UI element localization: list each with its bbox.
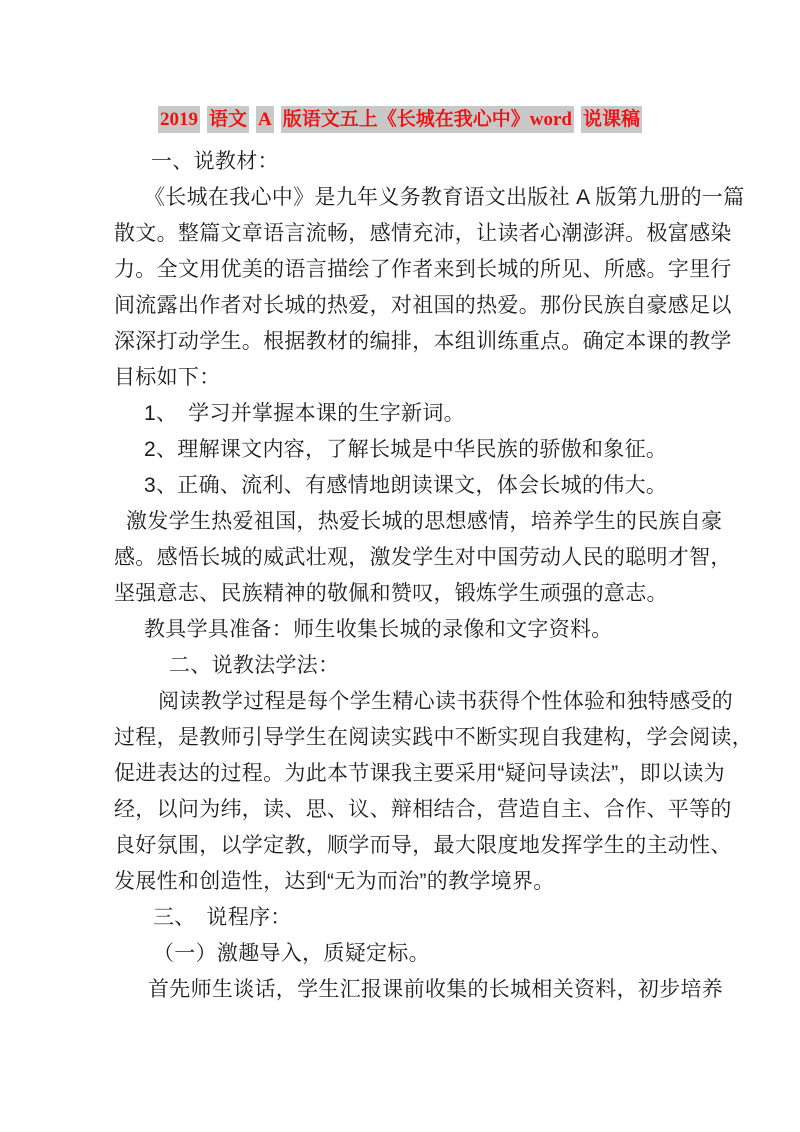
doc-line: 良好氛围，以学定教，顺学而导，最大限度地发挥学生的主动性、 xyxy=(114,834,732,857)
doc-line: 间流露出作者对长城的热爱，对祖国的热爱。那份民族自豪感足以 xyxy=(114,294,732,317)
title-segment: A xyxy=(256,106,274,133)
doc-line: 力。全文用优美的语言描绘了作者来到长城的所见、所感。字里行 xyxy=(114,258,732,281)
doc-line: 感。感悟长城的威武壮观，激发学生对中国劳动人民的聪明才智， xyxy=(114,546,732,569)
doc-line: 《长城在我心中》是九年义务教育语文出版社 A 版第九册的一篇 xyxy=(144,186,745,209)
doc-line: 激发学生热爱祖国，热爱长城的思想感情，培养学生的民族自豪 xyxy=(126,510,723,533)
doc-line: 深深打动学生。根据教材的编排，本组训练重点。确定本课的教学 xyxy=(114,330,732,353)
heading-say-procedure: 三、 说程序： xyxy=(153,906,292,929)
document-title xyxy=(0,0,800,133)
doc-line: 过程，是教师引导学生在阅读实践中不断实现自我建构，学会阅读， xyxy=(114,726,753,749)
goal-item-3: 3、正确、流利、有感情地朗读课文，体会长城的伟大。 xyxy=(144,474,668,497)
doc-line: 坚强意志、民族精神的敬佩和赞叹，锻炼学生顽强的意志。 xyxy=(114,582,668,605)
doc-line: 发展性和创造性，达到“无为而治”的教学境界。 xyxy=(114,870,555,893)
doc-line: 教具学具准备：师生收集长城的录像和文字资料。 xyxy=(144,618,613,641)
title-segment: 版语文五上《长城在我心中》word xyxy=(281,106,574,133)
doc-line: （一）激趣导入，质疑定标。 xyxy=(153,942,430,965)
doc-line: 散文。整篇文章语言流畅，感情充沛，让读者心潮澎湃。极富感染 xyxy=(114,222,732,245)
title-segment: 说课稿 xyxy=(581,106,642,133)
title-segment: 语文 xyxy=(207,106,249,133)
goal-item-2: 2、理解课文内容，了解长城是中华民族的骄傲和象征。 xyxy=(144,438,668,461)
heading-say-textbook: 一、说教材： xyxy=(151,150,279,173)
goal-item-1: 1、 学习并掌握本课的生字新词。 xyxy=(144,402,465,425)
doc-line: 首先师生谈话，学生汇报课前收集的长城相关资料，初步培养 xyxy=(148,978,724,1001)
title-segment: 2019 xyxy=(158,106,200,133)
heading-teaching-methods: 二、说教法学法： xyxy=(169,654,340,677)
doc-line: 经，以问为纬，读、思、议、辩相结合，营造自主、合作、平等的 xyxy=(114,798,732,821)
doc-line: 阅读教学过程是每个学生精心读书获得个性体验和独特感受的 xyxy=(158,690,734,713)
doc-line: 促进表达的过程。为此本节课我主要采用“疑问导读法”，即以读为 xyxy=(114,762,725,785)
doc-line: 目标如下： xyxy=(114,366,221,389)
document-body xyxy=(0,144,800,1008)
